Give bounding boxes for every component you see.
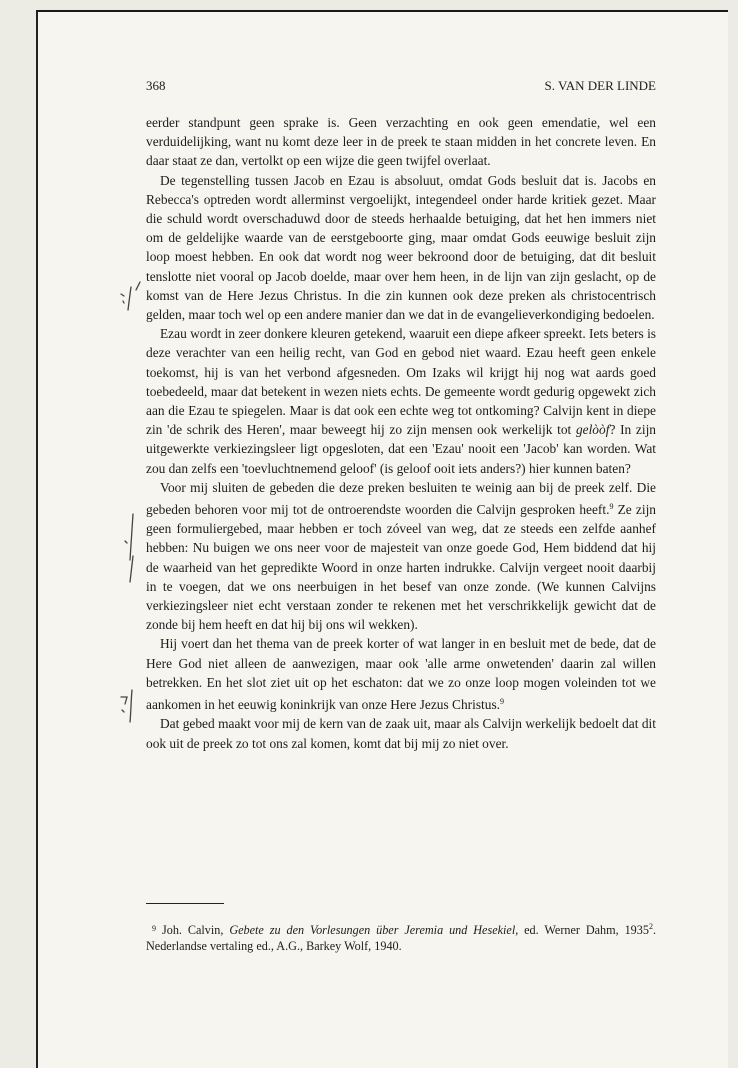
paragraph-6: Dat gebed maakt voor mij de kern van de zaak uit, maar als Calvijn werkelijk bedoelt dat dit ook uit de preek zo tot ons zal komen, komt dat bij mij zo niet over.	[146, 716, 656, 751]
running-head	[146, 78, 656, 94]
paragraph-3-continued: ? In zijn uitgewerkte verkiezingsleer ligt opgesloten, dat een 'Ezau' nooit een 'Jacob' kan worden. Wat zou dan zelfs een 'toevluchtnemend geloof' (is geloof ooit iets anders?) hier kunnen baten?	[146, 422, 656, 476]
footnote-ref: 9	[609, 502, 614, 512]
footnote-rule	[146, 903, 224, 904]
footnote-ref-2: 9	[500, 697, 505, 707]
body-text	[146, 113, 656, 753]
footnote-title: Gebete zu den Vorlesungen über Jeremia und Hesekiel	[229, 923, 516, 937]
italic-word: gelòòf	[575, 422, 610, 438]
page-number: 368	[146, 78, 166, 93]
footnote-edition-sup: 2	[648, 922, 653, 931]
running-head-author: S. VAN DER LINDE	[544, 78, 656, 93]
footnote-rest-2: . Nederlandse vertaling ed., A.G., Barkey Wolf, 1940.	[146, 923, 656, 953]
paragraph-4	[146, 478, 656, 635]
paragraph-2: De tegenstelling tussen Jacob en Ezau is absoluut, omdat Gods besluit dat is. Jacobs en Rebecca's optreden wordt allerminst vergoelijkt, integendeel onder harde kritiek gezet. Maar die schuld wordt overschaduwd door de steeds herhaalde betuiging, dat het hen immers niet om de geldelijke waarde van de eerstgeboorte ging, maar omdat Gods eeuwige besluit zijn loop moest hebben. En ook dat wordt nog weer bekroond door de betuiging, dat dit besluit tenslotte niet vooral op Jacob doelde, maar over hem heen, in de lijn van zijn geslacht, op de komst van de Here Jezus Christus. In die zin kunnen ook deze preken als christocentrisch gelden, maar toch wel op een andere manier dan we dat in de evangelieverkondiging bedoelen.	[146, 172, 656, 323]
paragraph-5	[146, 634, 656, 714]
paragraph-3	[146, 324, 656, 478]
paragraph-1: eerder standpunt geen sprake is. Geen verzachting en ook geen emendatie, wel een verduidelijking, want nu komt deze leer in de preek te staan midden in het concrete leven. En daar staat ze dan, vertolkt op een wijze die geen twijfel overlaat.	[146, 115, 656, 169]
paragraph-5-text: Hij voert dan het thema van de preek korter of wat langer in en besluit met de bede, dat de Here God niet alleen de aanwezigen, maar ook 'alle arme onwetenden' daarin zal willen betrekken. En het slot ziet uit op het eschaton: dat we zo onze loop mogen voleinden tot we aankomen in het eeuwig koninkrijk van onze Here Jezus Christus.	[146, 636, 656, 713]
paragraph-4-text: Voor mij sluiten de gebeden die deze preken besluiten te weinig aan bij de preek zelf. Die gebeden behoren voor mij tot de ontroerendste woorden die Calvijn gesproken heeft.	[146, 479, 656, 518]
paragraph-3-text: Ezau wordt in zeer donkere kleuren getekend, waaruit een diepe afkeer spreekt. Iets beters is deze verachter van een heilig recht, van God en gebod niet waard. Ezau heeft geen enkele toekomst, hij is van het verbond afgesneden. Om Izaks wil krijgt hij nog wat aards goed toebedeeld, maar dat betekent in wezen niets echts. De gemeente wordt gedurig opgewekt zich aan die Ezau te spiegelen. Maar is dat ook een echte weg tot ontkoming? Calvijn kent in diepe zin 'de schrik des Heren', maar beweegt hij zo zijn mensen ook werkelijk tot	[146, 326, 656, 438]
footnote-rest-1: , ed. Werner Dahm, 1935	[515, 923, 649, 937]
footnote-author: Joh. Calvin,	[162, 923, 230, 937]
paragraph-4-continued: Ze zijn geen formuliergebed, maar hebben er toch zóveel van weg, dat ze steeds een zelfde aanhef hebben: Nu buigen we ons neer voor de majesteit van onze goede God, Hem biddend dat hij de waarheid van het gepredikte Woord in onze harten indrukke. Calvijn vergeet nooit daarbij in te voegen, dat we ons neerbuigen in het besef van onze zonde. (We kunnen Calvijns verkiezingsleer niet echt verstaan zonder te rekenen met het verschrikkelijk gewicht dat de zonde bij hem heeft en dat hij bij ons wil wekken).	[146, 502, 656, 633]
footnote	[146, 919, 656, 954]
footnote-number: 9	[152, 924, 156, 933]
